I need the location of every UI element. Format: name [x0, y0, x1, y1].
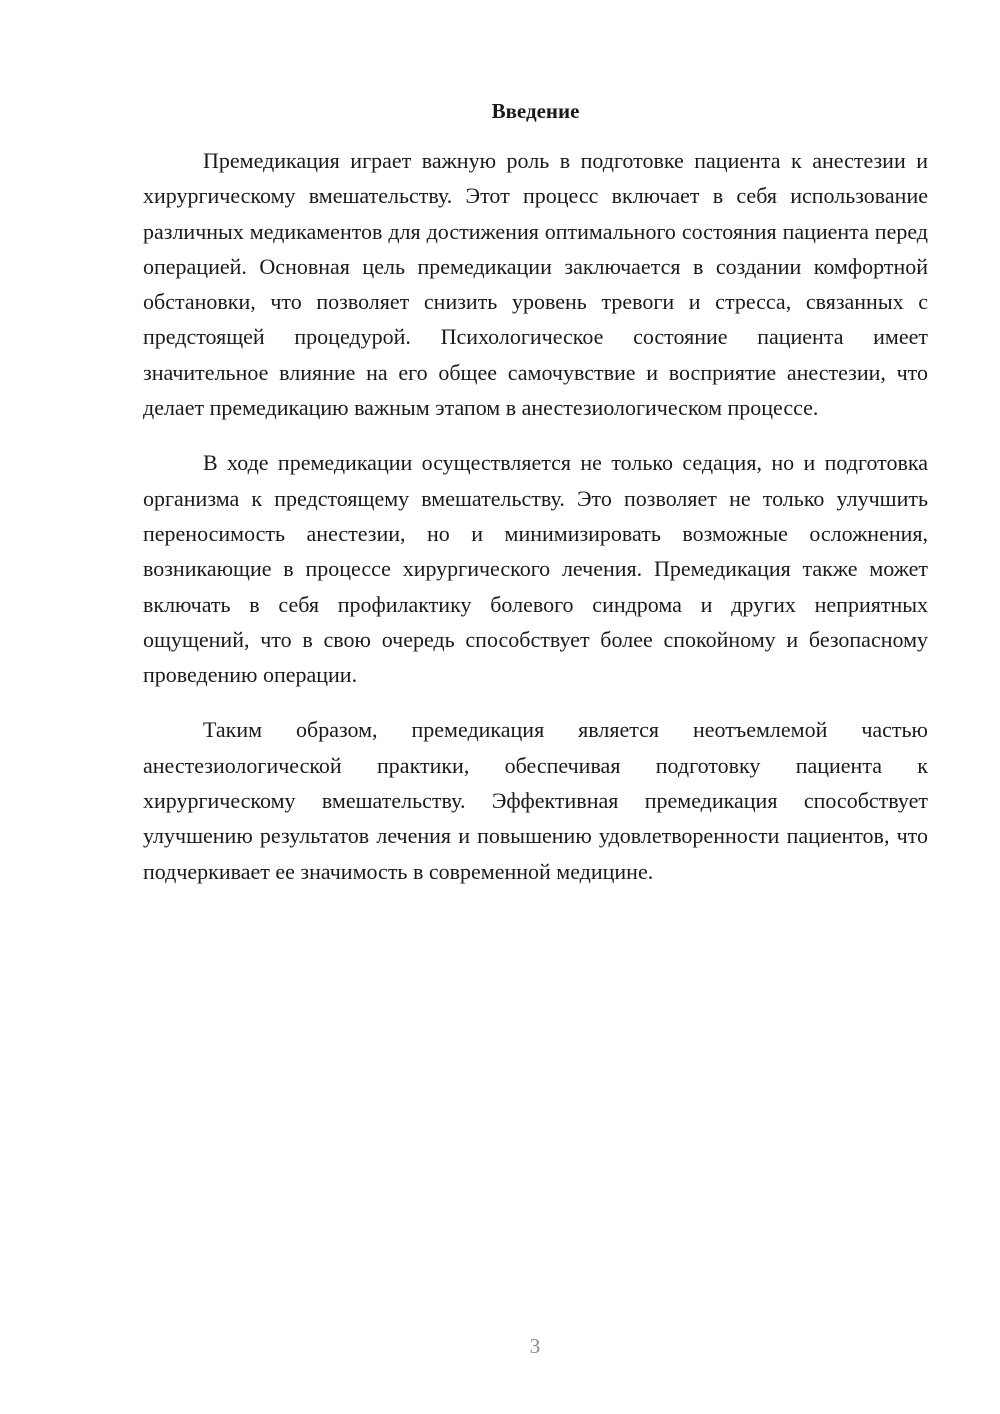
section-heading: Введение — [491, 99, 580, 123]
body-text — [143, 143, 928, 909]
paragraph-3: Таким образом, премедикация является неотъемлемой частью анестезиологической практики, обеспечивая подготовку пациента к хирургическому вмешательству. Эффективная премедикация способствует улучшению результатов лечения и повышению удовлетворенности пациентов, что подчеркивает ее значимость в современной медицине. — [143, 717, 928, 884]
paragraph-2: В ходе премедикации осуществляется не только седация, но и подготовка организма к предстоящему вмешательству. Это позволяет не только улучшить переносимость анестезии, но и минимизировать возможные осложнения, возникающие в процессе хирургического лечения. Премедикация также может включать в себя профилактику болевого синдрома и других неприятных ощущений, что в свою очередь способствует более спокойному и безопасному проведению операции. — [143, 450, 928, 688]
page-number: 3 — [529, 1334, 541, 1358]
paragraph-1: Премедикация играет важную роль в подготовке пациента к анестезии и хирургическому вмешательству. Этот процесс включает в себя использование различных медикаментов для достижения оптимального состояния пациента перед операцией. Основная цель премедикации заключается в создании комфортной обстановки, что позволяет снизить уровень тревоги и стресса, связанных с предстоящей процедурой. Психологическое состояние пациента имеет значительное влияние на его общее самочувствие и восприятие анестезии, что делает премедикацию важным этапом в анестезиологическом процессе. — [143, 148, 928, 421]
